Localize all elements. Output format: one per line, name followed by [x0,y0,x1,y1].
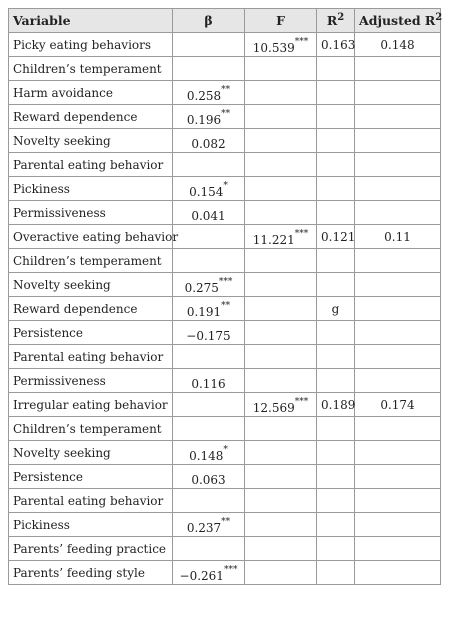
beta-cell [173,201,245,225]
table-row [9,81,441,105]
header-adjusted-r2-superscript: 2 [435,11,443,23]
f-cell [245,537,317,561]
r2-cell [317,561,355,585]
variable-cell: Novelty seeking [9,129,173,153]
adjusted-r2-cell [355,249,441,273]
variable-cell: Reward dependence [9,297,173,321]
beta-cell [173,561,245,585]
variable-cell: Novelty seeking [9,273,173,297]
table-row [9,489,441,513]
table-row [9,561,441,585]
beta-cell [173,321,245,345]
beta-cell [173,297,245,321]
header-adjusted-r2-label: Adjusted R [359,13,436,28]
beta-cell [173,57,245,81]
r2-cell [317,81,355,105]
beta-cell [173,81,245,105]
r2-cell [317,537,355,561]
f-cell [245,513,317,537]
variable-cell: Children’s temperament [9,57,173,81]
adjusted-r2-cell [355,345,441,369]
variable-cell: Picky eating behaviors [9,33,173,57]
f-cell [245,345,317,369]
beta-cell-significance: *** [223,564,238,575]
beta-cell [173,129,245,153]
beta-cell [173,417,245,441]
variable-cell: Reward dependence [9,105,173,129]
regression-table [8,8,441,585]
f-cell-value: 10.539 [252,40,295,55]
variable-cell: Parents’ feeding practice [9,537,173,561]
f-cell [245,129,317,153]
variable-cell: Parental eating behavior [9,345,173,369]
beta-cell-value: −0.261 [179,568,224,583]
f-cell [245,465,317,489]
beta-cell [173,465,245,489]
variable-cell: Persistence [9,321,173,345]
f-cell [245,225,317,249]
f-cell [245,81,317,105]
adjusted-r2-cell [355,177,441,201]
beta-cell-value: 0.063 [191,472,226,487]
adjusted-r2-cell [355,105,441,129]
table-row [9,321,441,345]
header-variable: Variable [9,9,173,33]
f-cell-significance: *** [294,36,309,47]
beta-cell-value: −0.175 [186,328,231,343]
table-row [9,393,441,417]
variable-cell: Permissiveness [9,369,173,393]
adjusted-r2-cell [355,417,441,441]
f-cell [245,441,317,465]
f-cell [245,369,317,393]
variable-cell: Persistence [9,465,173,489]
r2-cell: 0.163 [317,33,355,57]
f-cell [245,201,317,225]
adjusted-r2-cell: 0.11 [355,225,441,249]
f-cell [245,273,317,297]
variable-cell: Irregular eating behavior [9,393,173,417]
f-cell [245,33,317,57]
beta-cell-significance: * [223,180,228,191]
beta-cell [173,105,245,129]
table-row [9,105,441,129]
variable-cell: Novelty seeking [9,441,173,465]
table-row [9,273,441,297]
variable-cell: Parental eating behavior [9,153,173,177]
f-cell [245,321,317,345]
adjusted-r2-cell [355,273,441,297]
r2-cell [317,489,355,513]
r2-cell [317,249,355,273]
header-r2-superscript: 2 [337,11,345,23]
beta-cell-value: 0.082 [191,136,226,151]
beta-cell-significance: ** [221,300,231,311]
header-r2 [317,9,355,33]
beta-cell-value: 0.041 [191,208,226,223]
table-header [9,9,441,33]
r2-cell: 0.121 [317,225,355,249]
beta-cell [173,225,245,249]
adjusted-r2-cell [355,129,441,153]
adjusted-r2-cell [355,201,441,225]
r2-cell [317,273,355,297]
table-row [9,249,441,273]
f-cell [245,393,317,417]
table-row [9,177,441,201]
beta-cell [173,177,245,201]
beta-cell [173,345,245,369]
r2-cell [317,177,355,201]
table-row [9,441,441,465]
adjusted-r2-cell [355,561,441,585]
r2-cell: g [317,297,355,321]
table-body [9,33,441,585]
f-cell-value: 12.569 [252,400,295,415]
r2-cell [317,465,355,489]
adjusted-r2-cell [355,57,441,81]
table-row [9,417,441,441]
r2-cell [317,513,355,537]
beta-cell-value: 0.148 [189,448,224,463]
variable-cell: Children’s temperament [9,249,173,273]
table-row [9,513,441,537]
r2-cell [317,201,355,225]
adjusted-r2-cell [355,513,441,537]
beta-cell-significance: ** [221,84,231,95]
beta-cell-value: 0.275 [184,280,219,295]
variable-cell: Pickiness [9,513,173,537]
f-cell [245,57,317,81]
beta-cell-value: 0.258 [186,88,222,103]
beta-cell [173,441,245,465]
adjusted-r2-cell [355,297,441,321]
adjusted-r2-cell: 0.174 [355,393,441,417]
variable-cell: Parents’ feeding style [9,561,173,585]
variable-cell: Parental eating behavior [9,489,173,513]
f-cell [245,489,317,513]
beta-cell [173,33,245,57]
header-f: F [245,9,317,33]
table-row [9,537,441,561]
header-beta: β [173,9,245,33]
beta-cell-significance: * [223,444,228,455]
beta-cell-value: 0.191 [186,304,222,319]
r2-cell [317,345,355,369]
f-cell-significance: *** [294,396,309,407]
r2-cell [317,321,355,345]
table-row [9,369,441,393]
r2-cell [317,417,355,441]
beta-cell [173,513,245,537]
r2-cell [317,105,355,129]
adjusted-r2-cell: 0.148 [355,33,441,57]
beta-cell-value: 0.237 [186,520,222,535]
beta-cell [173,369,245,393]
r2-cell [317,441,355,465]
beta-cell-significance: *** [218,276,233,287]
beta-cell [173,537,245,561]
variable-cell: Overactive eating behavior [9,225,173,249]
variable-cell: Permissiveness [9,201,173,225]
f-cell [245,105,317,129]
r2-cell [317,129,355,153]
adjusted-r2-cell [355,489,441,513]
table-row [9,465,441,489]
beta-cell-value: 0.196 [186,112,222,127]
beta-cell-significance: ** [221,108,231,119]
f-cell-value: 11.221 [252,232,295,247]
table-row [9,57,441,81]
r2-cell [317,153,355,177]
header-r2-label: R [326,13,338,28]
table-row [9,345,441,369]
table-row [9,153,441,177]
f-cell [245,297,317,321]
table-row [9,225,441,249]
f-cell [245,177,317,201]
r2-cell [317,57,355,81]
adjusted-r2-cell [355,369,441,393]
adjusted-r2-cell [355,153,441,177]
adjusted-r2-cell [355,465,441,489]
variable-cell: Pickiness [9,177,173,201]
f-cell [245,153,317,177]
beta-cell-significance: ** [221,516,231,527]
beta-cell-value: 0.154 [189,184,224,199]
table-row [9,33,441,57]
variable-cell: Harm avoidance [9,81,173,105]
adjusted-r2-cell [355,537,441,561]
header-adjusted-r2 [355,9,441,33]
f-cell [245,249,317,273]
beta-cell [173,153,245,177]
beta-cell [173,489,245,513]
adjusted-r2-cell [355,81,441,105]
variable-cell: Children’s temperament [9,417,173,441]
beta-cell [173,393,245,417]
regression-table-container [8,8,441,585]
adjusted-r2-cell [355,321,441,345]
beta-cell-value: 0.116 [191,376,226,391]
f-cell [245,417,317,441]
f-cell [245,561,317,585]
header-row [9,9,441,33]
r2-cell [317,369,355,393]
table-row [9,201,441,225]
adjusted-r2-cell [355,441,441,465]
r2-cell: 0.189 [317,393,355,417]
beta-cell [173,273,245,297]
beta-cell [173,249,245,273]
f-cell-significance: *** [294,228,309,239]
table-row [9,129,441,153]
table-row [9,297,441,321]
